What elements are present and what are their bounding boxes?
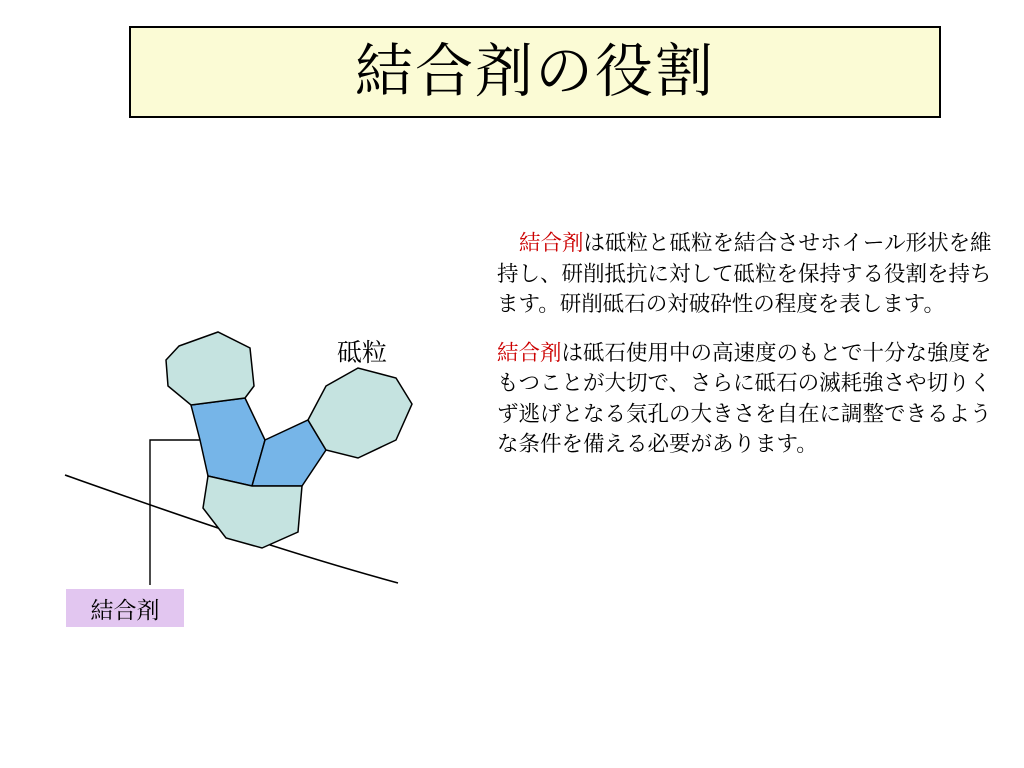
paragraph-1-keyword: 結合剤: [519, 231, 584, 255]
paragraph-1-text: は砥粒と砥粒を結合させホイール形状を維持し、研削抵抗に対して砥粒を保持する役割を持ちます。研削砥石の対破砕性の程度を表します。: [497, 231, 992, 317]
label-bond-text: 結合剤: [90, 596, 160, 623]
grain-upper-right: [308, 368, 412, 458]
paragraph-2-text: は砥石使用中の高速度のもとで十分な強度をもつことが大切で、さらに砥石の滅耗強さや切りくず逃げとなる気孔の大きさを自在に調整できるような条件を備える必要があります。: [497, 340, 992, 457]
page-title: 結合剤の役割: [354, 39, 715, 104]
paragraph-2: [497, 338, 997, 460]
slide-title-box: [129, 26, 941, 118]
grain-lower-center: [203, 476, 302, 548]
label-bond-box: [66, 589, 184, 627]
bond-bridge-left: [191, 398, 265, 486]
body-text-column: [497, 228, 997, 478]
bond-leader-line: [150, 440, 212, 585]
label-abrasive-grain: 砥粒: [337, 339, 388, 367]
grain-upper-left: [166, 332, 254, 405]
paragraph-1: [497, 228, 997, 320]
paragraph-2-keyword: 結合剤: [497, 340, 562, 365]
